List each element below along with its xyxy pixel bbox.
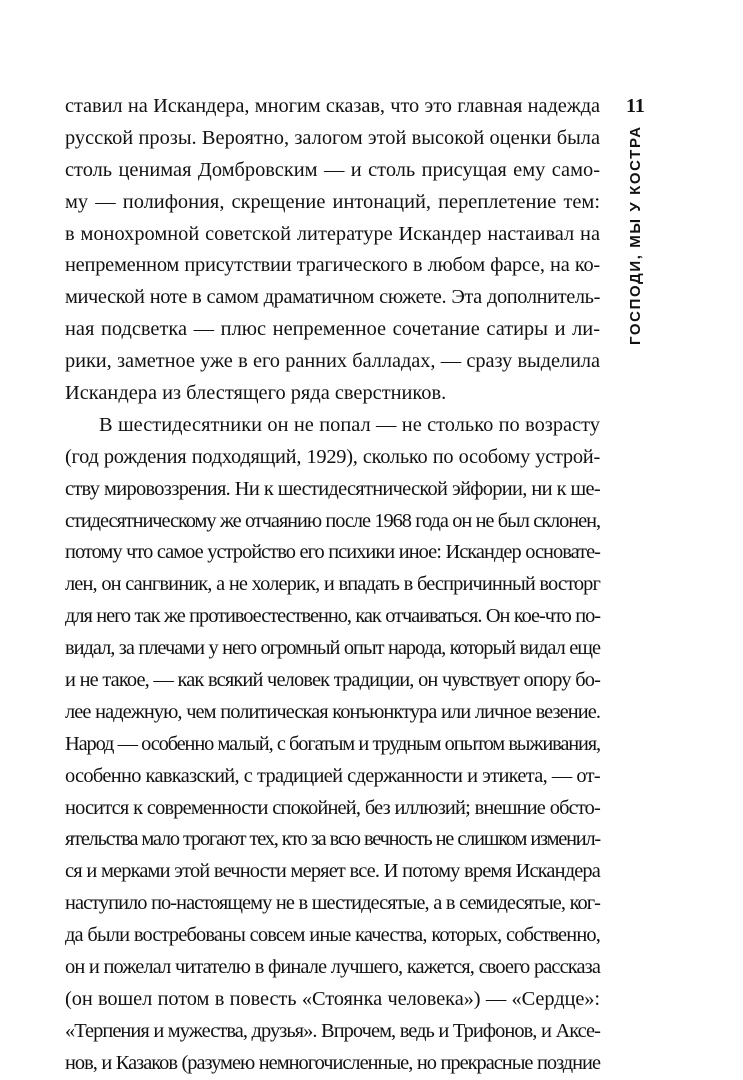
text-line: непременном присутствии трагического в любом фарсе, на ко- <box>65 254 600 277</box>
text-line: ству мировоззрения. Ни к шестидесятнической эйфории, ни к ше- <box>65 477 600 500</box>
text-line: лее надежную, чем политическая конъюнктура или личное везение. <box>65 700 600 723</box>
paragraph-first-line: В шестидесятники он не попал — не столько по возрасту <box>99 413 600 436</box>
text-line: лен, он сангвиник, а не холерик, и впадать в беспричинный восторг <box>65 573 600 596</box>
text-line: мической ноте в самом драматичном сюжете. Эта дополнитель- <box>65 286 600 309</box>
text-line: (он вошел потом в повесть «Стоянка человека») — «Сердце»: <box>65 987 600 1010</box>
text-line: стидесятническому же отчаянию после 1968 года он не был склонен, <box>65 509 600 532</box>
text-line: для него так же противоестественно, как отчаиваться. Он кое-что по- <box>65 605 600 628</box>
text-line: наступило по-настоящему не в шестидесятые, а в семидесятые, ког- <box>65 892 600 915</box>
text-line: видал, за плечами у него огромный опыт народа, который видал еще <box>65 637 600 660</box>
text-line: в монохромной советской литературе Искандер настаивал на <box>65 222 600 245</box>
text-line: потому что самое устройство его психики иное: Искандер основате- <box>65 541 600 564</box>
paragraph-end-line: Искандера из блестящего ряда сверстников. <box>65 382 447 405</box>
text-line: нов, и Казаков (разумею немногочисленные, но прекрасные поздние <box>65 1051 600 1074</box>
text-line: (год рождения подходящий, 1929), сколько по особому устрой- <box>65 445 600 468</box>
text-line: «Терпения и мужества, друзья». Впрочем, ведь и Трифонов, и Аксе- <box>65 1019 600 1042</box>
text-line: да были востребованы совсем иные качества, которых, собственно, <box>65 924 600 947</box>
text-line: особенно кавказский, с традицией сдержанности и этикета, — от- <box>65 764 600 787</box>
text-line: и не такое, — как всякий человек традиции, он чувствует опору бо- <box>65 669 600 692</box>
running-head: ГОСПОДИ, МЫ У КОСТРА <box>627 125 644 345</box>
text-line: носится к современности спокойней, без иллюзий; внешние обсто- <box>65 796 600 819</box>
text-line: Народ — особенно малый, с богатым и трудным опытом выживания, <box>65 732 600 755</box>
text-line: он и пожелал читателю в финале лучшего, кажется, своего рассказа <box>65 956 600 979</box>
text-line: ятельства мало трогают тех, кто за всю вечность не слишком изменил- <box>65 828 600 851</box>
text-line: му — полифония, скрещение интонаций, переплетение тем: <box>65 190 600 213</box>
text-line: ная подсветка — плюс непременное сочетание сатиры и ли- <box>65 318 600 341</box>
body-text <box>65 91 600 1080</box>
text-line: ся и мерками этой вечности меряет все. И потому время Искандера <box>65 860 600 883</box>
page-number: 11 <box>626 95 645 117</box>
text-line: рики, заметное уже в его ранних балладах, — сразу выделила <box>65 350 600 373</box>
text-line: столь ценимая Домбровским — и столь присущая ему само- <box>65 158 600 181</box>
text-line: ставил на Искандера, многим сказав, что это главная надежда <box>65 95 600 117</box>
text-line: русской прозы. Вероятно, залогом этой высокой оценки была <box>65 126 600 149</box>
